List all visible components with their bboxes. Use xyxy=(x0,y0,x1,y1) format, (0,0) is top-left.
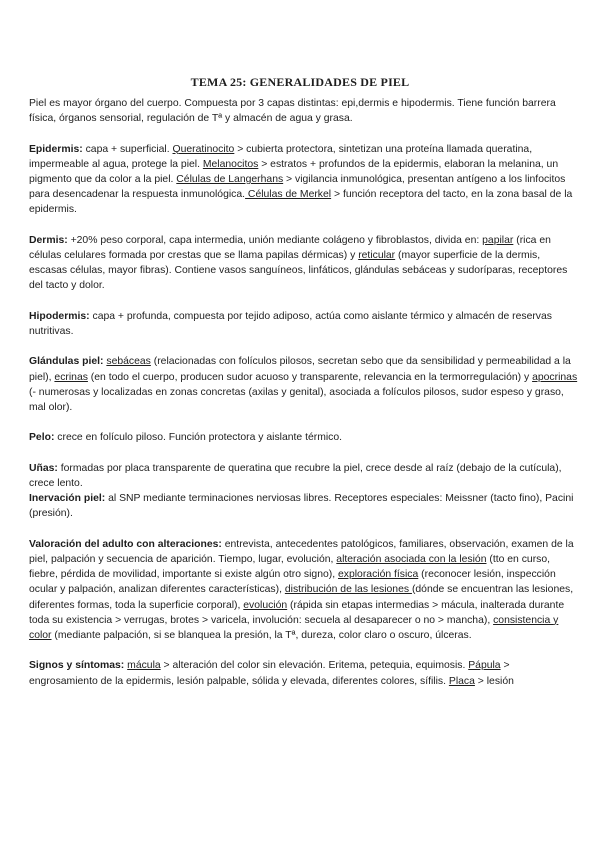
term-melanocitos: Melanocitos xyxy=(202,158,259,170)
unas-paragraph xyxy=(29,461,579,491)
dermis-text-1: +20% peso corporal, capa intermedia, unión mediante colágeno y fibroblastos, divida en: xyxy=(67,234,483,246)
pelo-paragraph xyxy=(29,430,579,445)
document-body xyxy=(29,96,579,689)
term-placa: Placa xyxy=(448,675,475,687)
term-alteracion-asociada: alteración asociada con la lesión xyxy=(336,553,487,565)
term-reticular: reticular xyxy=(358,250,396,261)
epidermis-text-2: > cubierta protectora, sintetizan una proteína llamada queratina, impermeable al agua, protege la piel. xyxy=(29,143,533,170)
epidermis-text-5: > función receptora del tacto, en la zona basal de la epidermis. xyxy=(29,189,573,216)
valoracion-text-6: (mediante palpación, si se blanquea la presión, la Tª, dureza, color claro o oscuro, úlceras. xyxy=(51,630,472,641)
pelo-heading: Pelo: xyxy=(29,432,55,444)
signos-text-3: > lesión xyxy=(474,675,514,687)
glandulas-text-1: (relacionadas con folículos pilosos, secretan sebo que da sensibilidad y permeabilidad a la piel), xyxy=(29,356,571,383)
term-apocrinas: apocrinas xyxy=(532,371,578,383)
term-papula: Pápula xyxy=(468,660,501,672)
term-merkel: Células de Merkel xyxy=(245,189,332,201)
intro-paragraph: Piel es mayor órgano del cuerpo. Compuesta por 3 capas distintas: epi,dermis e hipodermis. Tiene función barrera física, órganos sensorial, regulación de Tª y almacén de agua y grasa. xyxy=(29,98,556,125)
dermis-heading: Dermis: xyxy=(29,234,68,246)
dermis-paragraph xyxy=(29,233,579,294)
term-distribucion-lesiones: distribución de las lesiones xyxy=(284,584,412,596)
unas-text-1: formadas por placa transparente de queratina que recubre la piel, crece desde al raíz (debajo de la cutícula), crece lento. xyxy=(29,462,562,489)
epidermis-heading: Epidermis: xyxy=(29,143,83,155)
signos-paragraph xyxy=(29,658,579,688)
pelo-text-1: crece en folículo piloso. Función protectora y aislante térmico. xyxy=(54,432,343,444)
valoracion-text-2: (tto en curso, fiebre, pérdida de movilidad, importante si existe algún otro signo), xyxy=(29,553,551,581)
valoracion-text-1: entrevista, antecedentes patológicos, familiares, observación, examen de la piel, palpación y secuencia de aparición. Tiempo, lugar, evolución, xyxy=(29,538,574,565)
valoracion-text-4: (dónde se encuentran las lesiones, diferentes formas, toda la superficie corporal), xyxy=(29,584,574,611)
dermis-text-3: (mayor superficie de la dermis, escasas células, mayor fibras). Contiene vasos sanguíneos, linfáticos, glándulas sebáceas y sudoríparas, receptores del tacto y dolor. xyxy=(29,250,568,292)
page-title: TEMA 25: GENERALIDADES DE PIEL xyxy=(190,75,410,89)
glandulas-heading: Glándulas piel: xyxy=(29,356,104,368)
term-exploracion-fisica: exploración física xyxy=(338,569,419,581)
signos-text-1: > alteración del color sin elevación. Eritema, petequia, equimosis. xyxy=(160,660,469,672)
hipodermis-paragraph xyxy=(29,309,579,339)
inervacion-paragraph xyxy=(29,491,579,521)
valoracion-paragraph xyxy=(29,537,579,643)
term-ecrinas: ecrinas xyxy=(54,371,88,383)
term-langerhans: Células de Langerhans xyxy=(176,174,284,185)
unas-heading: Uñas: xyxy=(29,462,58,474)
glandulas-text-2: (en todo el cuerpo, producen sudor acuoso y transparente, relevancia en la termorregulación) y xyxy=(87,371,533,383)
term-queratinocito: Queratinocito xyxy=(172,143,235,155)
epidermis-text-3: > estratos + profundos de la epidermis, elaboran la melanina, un pigmento que da color a la piel. xyxy=(29,158,559,185)
term-sebaceas: sebáceas xyxy=(106,356,151,368)
epidermis-paragraph xyxy=(29,142,579,218)
term-macula: mácula xyxy=(127,660,161,672)
inervacion-heading: Inervación piel: xyxy=(29,493,106,505)
term-papilar: papilar xyxy=(482,234,514,246)
term-evolucion: evolución xyxy=(243,599,288,611)
valoracion-text-5: (rápida sin etapas intermedias > mácula, inalterada durante toda su existencia > verrugas, brotes > varicela, involución: secuela al desaparecer o no > mancha), xyxy=(29,599,565,626)
signos-text-2: > engrosamiento de la epidermis, lesión palpable, sólida y elevada, diferentes colores, sífilis. xyxy=(29,660,510,687)
dermis-text-2: (rica en células celulares formada por crestas que se llama papilas dérmicas) y xyxy=(29,234,551,261)
hipodermis-heading: Hipodermis: xyxy=(29,310,90,322)
epidermis-text-4: > vigilancia inmunológica, presentan antígeno a los linfocitos para desencadenar la respuesta inmunológica. xyxy=(29,174,566,201)
signos-heading: Signos y síntomas: xyxy=(29,660,125,672)
epidermis-text-1: capa + superficial. xyxy=(82,143,173,155)
valoracion-heading: Valoración del adulto con alteraciones: xyxy=(29,538,222,550)
inervacion-text-1: al SNP mediante terminaciones nerviosas libres. Receptores especiales: Meissner (tacto fino), Pacini (presión). xyxy=(29,493,574,520)
glandulas-paragraph xyxy=(29,354,579,415)
term-consistencia-color: consistencia y color xyxy=(29,614,559,641)
hipodermis-text-1: capa + profunda, compuesta por tejido adiposo, actúa como aislante térmico y almacén de reservas nutritivas. xyxy=(29,310,552,337)
valoracion-text-3: (reconocer lesión, inspección ocular y palpación, analizan diferentes características), xyxy=(29,569,556,596)
glandulas-text-3: (- numerosas y localizadas en zonas concretas (axilas y genital), asociada a folículos pilosos, sudor espeso y graso, mal olor). xyxy=(29,386,564,413)
